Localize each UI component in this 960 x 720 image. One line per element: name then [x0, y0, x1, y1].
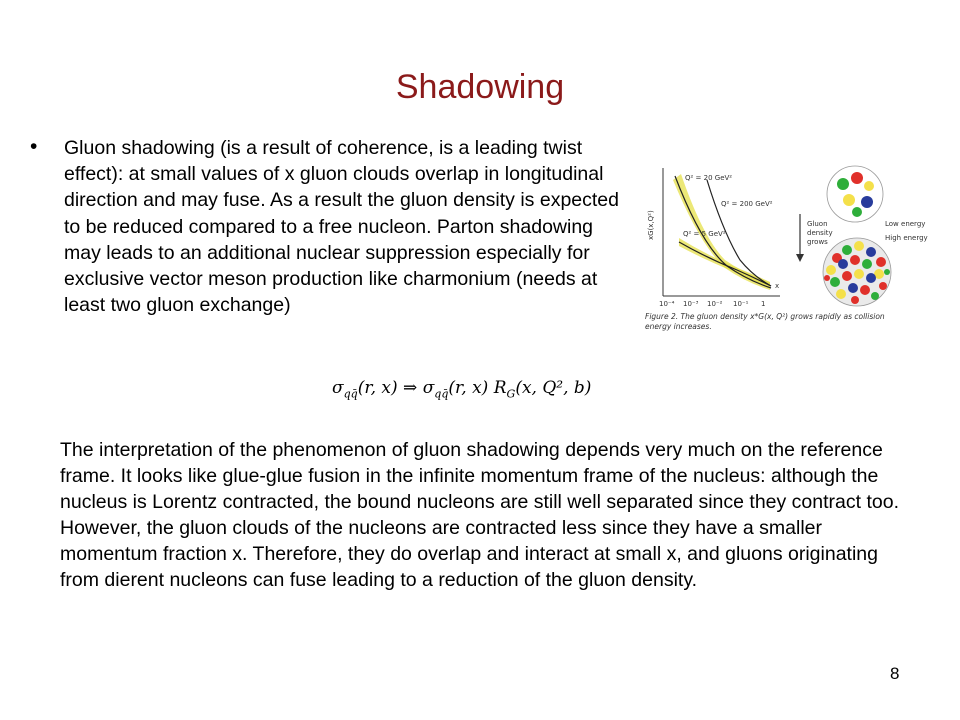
x-tick-label: 10⁻⁴: [659, 300, 675, 308]
slide-title: Shadowing: [395, 68, 565, 106]
gluon-dot: [852, 207, 862, 217]
equation-subscript: qq̄: [434, 387, 449, 401]
shadowing-factor: R: [493, 378, 507, 398]
curve-label: Q² = 20 GeV²: [685, 174, 733, 182]
y-axis-label: xG(x,Q²): [647, 210, 655, 240]
arrow-label: Gluon: [807, 220, 828, 228]
gluon-dot: [861, 196, 873, 208]
gluon-dot: [843, 194, 855, 206]
arrow-label: density: [807, 229, 833, 237]
shadowing-equation: [332, 378, 662, 410]
x-tick-label: 10⁻³: [683, 300, 699, 308]
bullet-text: Gluon shadowing (is a result of coherence, is a leading twist effect): at small values of x gluon clouds overlap in longitudinal direction and may fuse. As a result the gluon density is expected to be reduced compared to a free nucleon. Parton shadowing may leads to an additional nuclear suppression especially for exclusive vector meson production like charmonium (needs at least two gluon exchange): [64, 137, 619, 317]
equation-args: (r, x): [448, 378, 489, 398]
factor-args: (x, Q², b): [515, 378, 592, 398]
bullet-icon: •: [30, 135, 38, 158]
equation-args: (r, x): [357, 378, 398, 398]
sigma-symbol: σ: [422, 378, 435, 398]
high-energy-label: High energy: [885, 234, 928, 242]
sigma-symbol: σ: [332, 378, 344, 398]
gluon-density-plot: [645, 160, 928, 310]
gluon-density-figure: [645, 160, 928, 345]
interpretation-paragraph: The interpretation of the phenomenon of gluon shadowing depends very much on the reference frame. It looks like glue-glue fusion in the infinite momentum frame of the nucleus: although the nucleus is Lorentz contracted, the bound nucleons are still well separated since they contract too. However, the gluon clouds of the nucleons are contracted less since they have a smaller momentum fraction x. Therefore, they do overlap and interact at small x, and gluons originating from dierent nucleons can fuse leading to a reduction of the gluon density.: [60, 439, 899, 591]
figure-caption: Figure 2. The gluon density x*G(x, Q²) grows rapidly as collision energy increases.: [645, 312, 885, 331]
x-tick-label: 10⁻²: [707, 300, 723, 308]
implies-symbol: ⇒: [403, 378, 418, 398]
curve-label: Q² = 5 GeV²: [683, 230, 726, 238]
gluon-dot: [851, 172, 863, 184]
x-tick-label: 10⁻¹: [733, 300, 749, 308]
gluon-dot: [864, 181, 874, 191]
arrow-label: grows: [807, 238, 828, 246]
gluon-dot: [837, 178, 849, 190]
low-energy-label: Low energy: [885, 220, 926, 228]
x-tick-label: 1: [761, 300, 766, 308]
curve-label: Q² = 200 GeV²: [721, 200, 773, 208]
page-number: 8: [890, 664, 900, 683]
factor-subscript: G: [506, 387, 516, 401]
arrow-down-icon: [796, 254, 804, 262]
x-axis-label: x: [775, 282, 780, 290]
equation-subscript: qq̄: [343, 387, 358, 401]
